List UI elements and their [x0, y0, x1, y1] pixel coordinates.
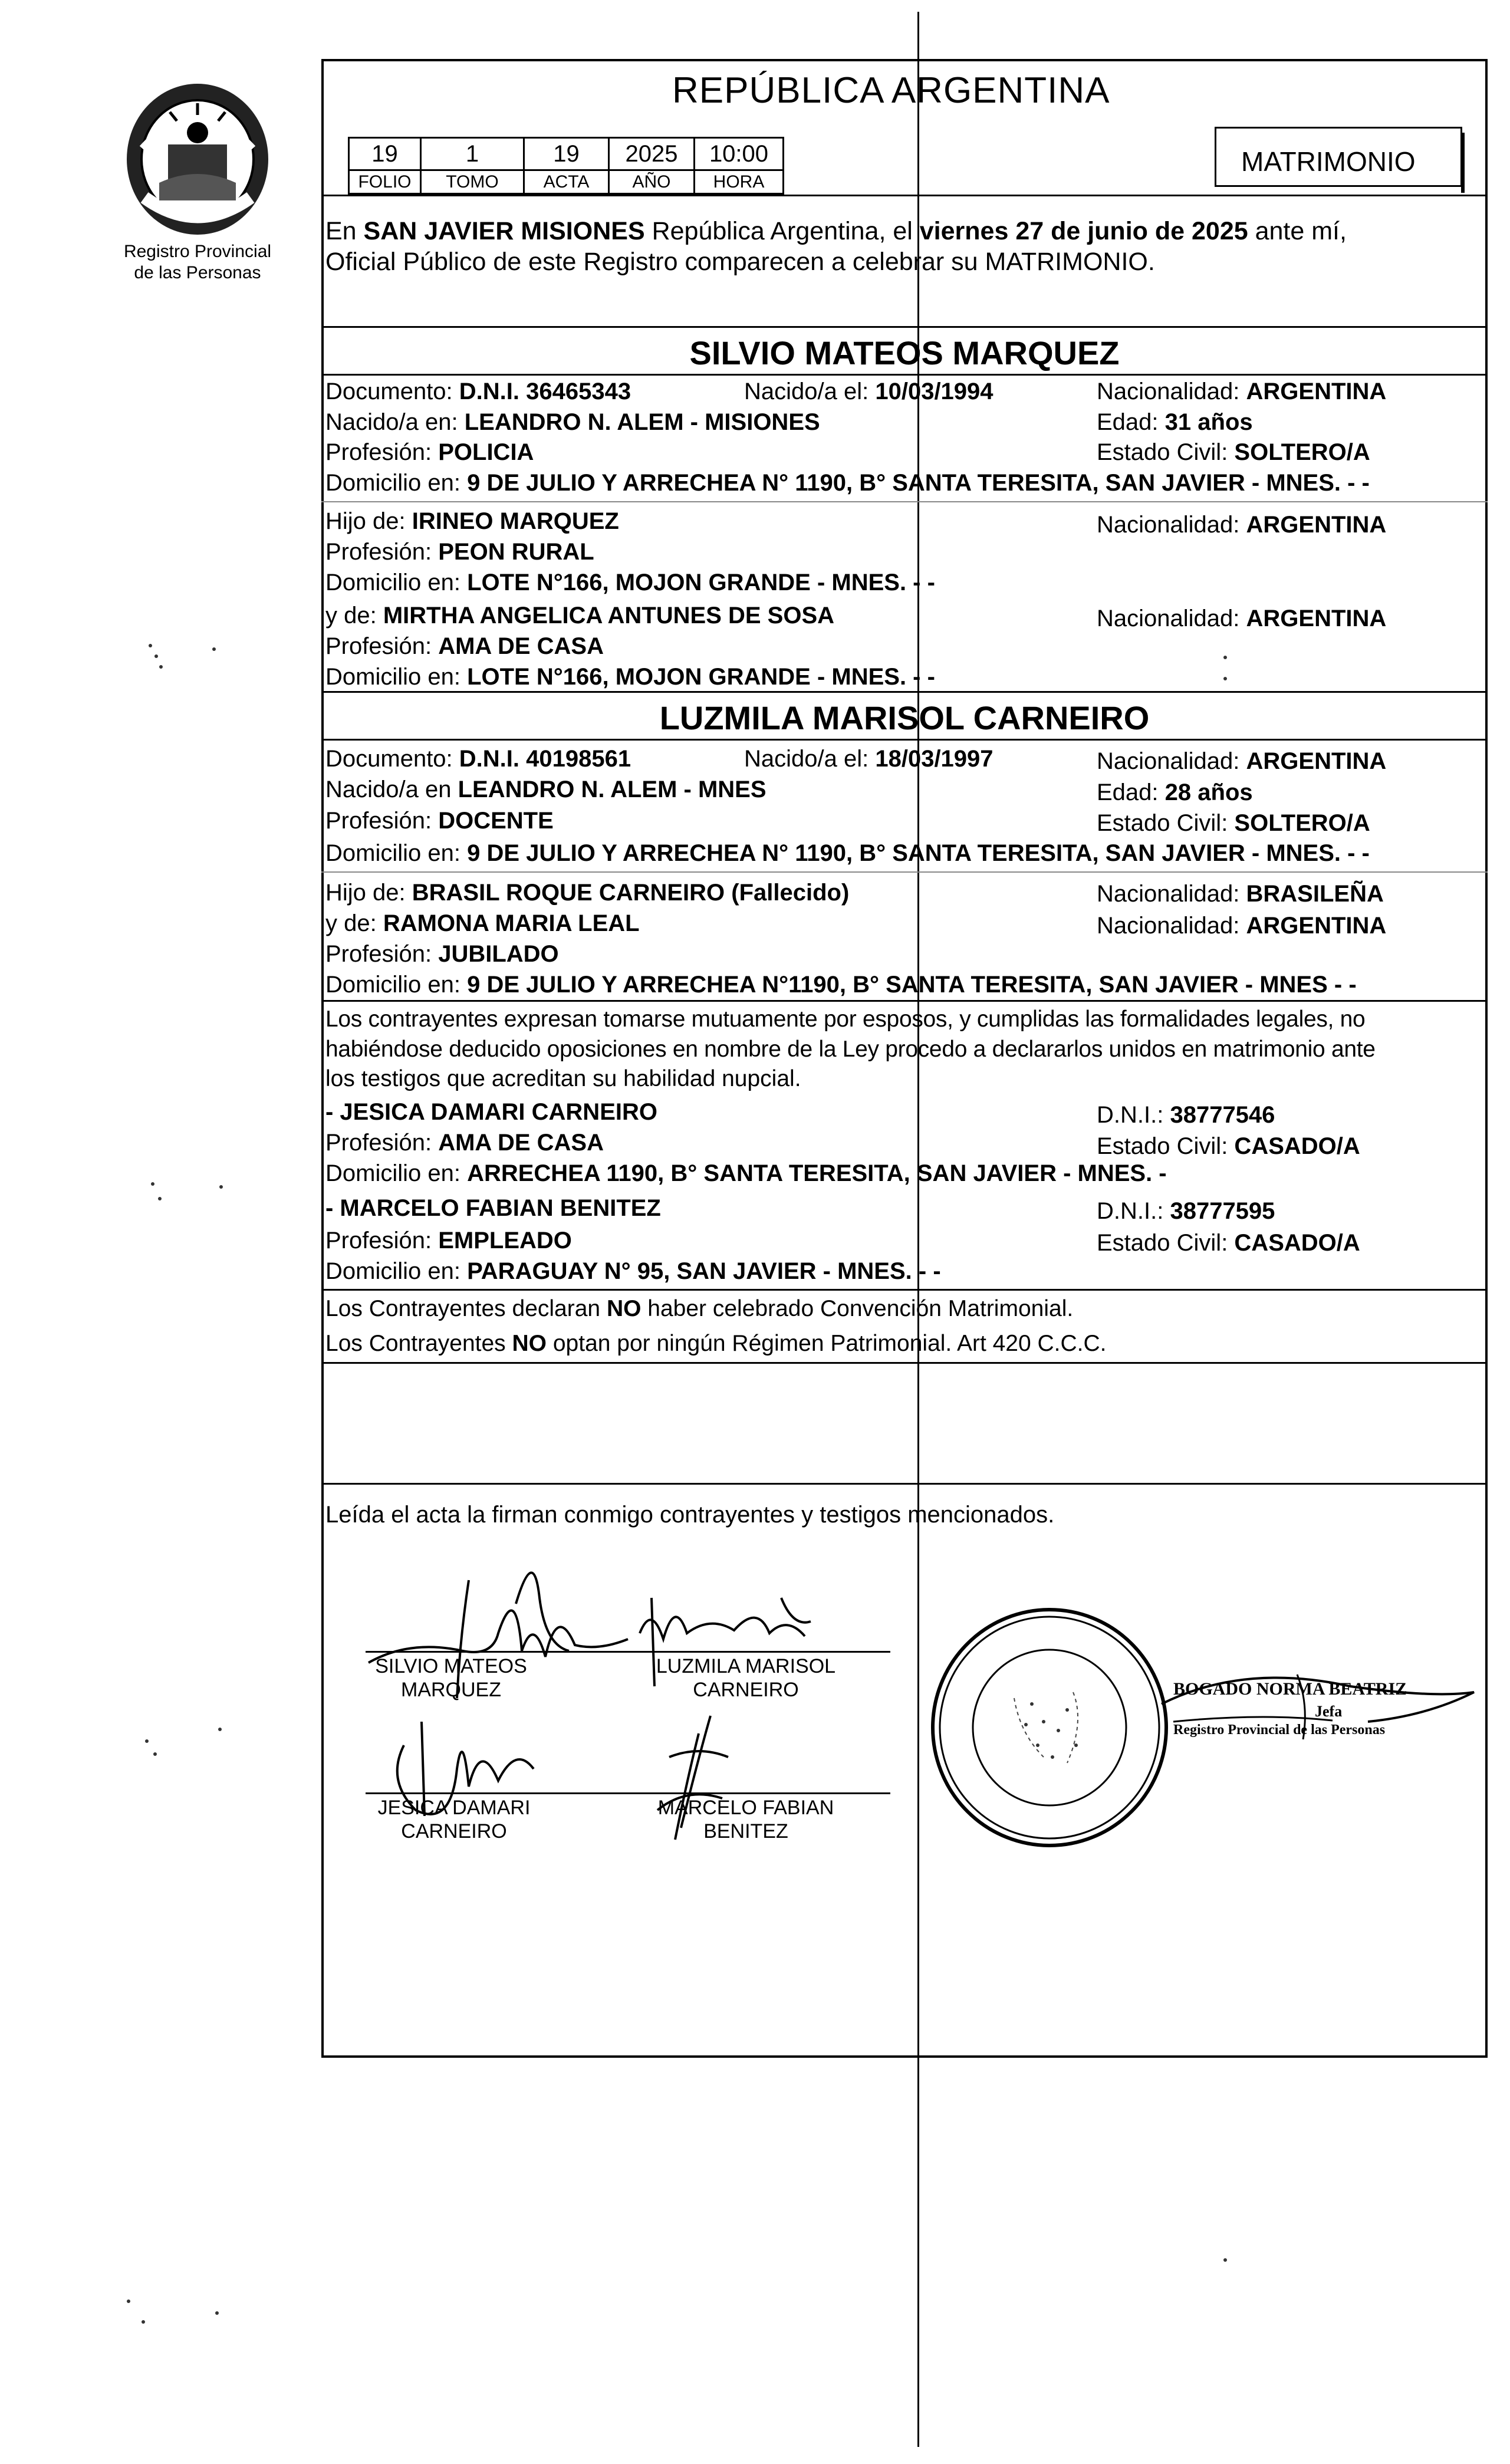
emphasis: NO: [512, 1331, 547, 1356]
label: Estado Civil:: [1097, 810, 1235, 836]
value: 9 DE JULIO Y ARRECHEA N° 1190, B° SANTA TERESITA, SAN JAVIER - MNES. - -: [467, 470, 1370, 496]
spouse2-prof: [325, 807, 554, 835]
label: Edad:: [1097, 409, 1165, 435]
witness1-civil: [1097, 1132, 1360, 1160]
convention-note: [325, 1295, 1073, 1323]
regime-note: [325, 1330, 1107, 1358]
declaration-line1: Los contrayentes expresan tomarse mutuamente por esposos, y cumplidas las formalidades legales, no: [325, 1006, 1366, 1032]
rule-spouse1-name: [321, 374, 1488, 376]
speck: [1223, 2258, 1227, 2262]
speck: [212, 647, 216, 651]
signature-caption-luzmila-1: LUZMILA MARISOL: [656, 1655, 836, 1677]
hora-label: HORA: [693, 171, 784, 195]
spouse1-mother-nat: [1097, 604, 1386, 633]
label: Profesión:: [325, 1228, 439, 1254]
emphasis: NO: [606, 1296, 641, 1321]
label: Edad:: [1097, 779, 1165, 805]
value: IRINEO MARQUEZ: [412, 508, 619, 534]
label: Domicilio en:: [325, 972, 468, 998]
signature-caption-jesica-1: JESICA DAMARI: [377, 1797, 531, 1819]
value: ARGENTINA: [1246, 748, 1387, 774]
spouse1-father: [325, 507, 619, 535]
witness1-name: - JESICA DAMARI CARNEIRO: [325, 1099, 657, 1125]
acta-label: ACTA: [523, 171, 610, 195]
spouse2-parent-addr: [325, 971, 1357, 999]
signature-line-marcelo: [625, 1792, 890, 1794]
label: Nacionalidad:: [1097, 748, 1246, 774]
spouse1-mother-addr: [325, 663, 935, 691]
intro-text-b: República Argentina, el: [644, 217, 920, 245]
value: 31 años: [1164, 409, 1253, 435]
rule-spouse2-parents: [321, 871, 1488, 873]
speck: [158, 1197, 162, 1200]
signature-caption-luzmila-2: CARNEIRO: [693, 1679, 799, 1701]
value: 38777595: [1170, 1198, 1275, 1224]
value: EMPLEADO: [438, 1228, 572, 1254]
rule-notes-end: [321, 1362, 1488, 1364]
spouse2-age: [1097, 778, 1253, 807]
value: 18/03/1997: [875, 746, 993, 772]
signature-line-luzmila: [625, 1651, 890, 1653]
spouse1-mother: [325, 601, 834, 630]
label: Profesión:: [325, 1130, 439, 1156]
spouse2-bornin: [325, 775, 766, 804]
spouse2-mother-nat: [1097, 912, 1386, 940]
spouse2-father-nat: [1097, 880, 1384, 908]
label: Domicilio en:: [325, 1258, 468, 1284]
official-seal-inner-text: [1002, 1680, 1097, 1775]
value: BRASILEÑA: [1246, 881, 1384, 907]
witness1-addr: [325, 1159, 1167, 1187]
rule-before-spouse2: [321, 691, 1488, 693]
value: CASADO/A: [1234, 1133, 1360, 1159]
value: SOLTERO/A: [1234, 810, 1370, 836]
value: ARGENTINA: [1246, 379, 1387, 404]
value: RAMONA MARIA LEAL: [383, 910, 640, 936]
act-type-box-shadow-right: [1461, 133, 1465, 193]
spouse2-parent-prof: [325, 940, 559, 968]
signature-caption-marcelo-2: BENITEZ: [703, 1820, 788, 1843]
text: optan por ningún Régimen Patrimonial. Art 420 C.C.C.: [547, 1331, 1107, 1356]
value: DOCENTE: [438, 808, 554, 834]
speck: [215, 2311, 219, 2315]
label: Domicilio en:: [325, 664, 468, 690]
spouse2-mother: [325, 909, 640, 937]
speck: [149, 644, 152, 647]
speck: [151, 1182, 154, 1186]
spouse1-name: SILVIO MATEOS MARQUEZ: [689, 334, 1120, 371]
speck: [154, 654, 158, 658]
text: Los Contrayentes: [325, 1331, 512, 1356]
spouse1-born: [744, 377, 993, 406]
witness2-civil: [1097, 1229, 1360, 1257]
label: D.N.I.:: [1097, 1102, 1170, 1128]
speck: [142, 2320, 145, 2324]
header-rule: [321, 195, 1488, 196]
spouse1-nat: [1097, 377, 1386, 406]
rule-before-declaration: [321, 1000, 1488, 1002]
tomo-value: 1: [420, 137, 525, 171]
label: Documento:: [325, 379, 459, 404]
declaration-line2: habiéndose deducido oposiciones en nombre de la Ley procedo a declararlos unidos en matrimonio ante: [325, 1037, 1376, 1062]
label: Profesión:: [325, 808, 439, 834]
value: SOLTERO/A: [1234, 439, 1370, 465]
registry-org-line2: de las Personas: [134, 263, 261, 282]
spouse1-civil: [1097, 438, 1370, 466]
witness2-prof: [325, 1226, 572, 1255]
spouse2-father: [325, 879, 849, 907]
witness1-dni: [1097, 1101, 1275, 1129]
closing-statement: Leída el acta la firman conmigo contrayentes y testigos mencionados.: [325, 1502, 1055, 1528]
label: Domicilio en:: [325, 570, 468, 596]
country-title: REPÚBLICA ARGENTINA: [672, 70, 1110, 111]
label: Domicilio en:: [325, 1160, 468, 1186]
label: Nacido/a en:: [325, 409, 465, 435]
speck: [145, 1739, 149, 1743]
intro-line2: Oficial Público de este Registro comparecen a celebrar su MATRIMONIO.: [325, 248, 1155, 276]
speck: [159, 665, 163, 669]
spouse2-civil: [1097, 809, 1370, 837]
value: PEON RURAL: [438, 539, 594, 565]
intro-place: SAN JAVIER MISIONES: [363, 217, 645, 245]
witness1-prof: [325, 1129, 604, 1157]
value: 9 DE JULIO Y ARRECHEA N°1190, B° SANTA TERESITA, SAN JAVIER - MNES - -: [467, 972, 1357, 998]
label: Estado Civil:: [1097, 1133, 1235, 1159]
text: Los Contrayentes declaran: [325, 1296, 607, 1321]
speck: [219, 1185, 223, 1189]
label: Nacionalidad:: [1097, 913, 1246, 939]
signature-caption-silvio-1: SILVIO MATEOS: [375, 1655, 527, 1677]
value: JUBILADO: [438, 941, 559, 967]
value: AMA DE CASA: [438, 1130, 604, 1156]
signature-caption-marcelo-1: MARCELO FABIAN: [657, 1797, 834, 1819]
spouse1-age: [1097, 408, 1253, 436]
officer-signature-strokes: [1156, 1651, 1486, 1757]
value: AMA DE CASA: [438, 633, 604, 659]
folio-value: 19: [348, 137, 422, 171]
label: Hijo de:: [325, 880, 412, 906]
rule-spouse1-parents: [321, 501, 1488, 502]
rule-before-notes: [321, 1289, 1488, 1291]
label: Estado Civil:: [1097, 1230, 1235, 1256]
anio-value: 2025: [608, 137, 695, 171]
registry-org-line1: Registro Provincial: [123, 242, 272, 261]
value: LOTE N°166, MOJON GRANDE - MNES. - -: [467, 570, 935, 596]
hora-value: 10:00: [693, 137, 784, 171]
speck: [1223, 656, 1227, 659]
spouse1-father-addr: [325, 568, 935, 597]
acta-value: 19: [523, 137, 610, 171]
signature-line-jesica: [366, 1792, 625, 1794]
signature-line-silvio: [366, 1651, 625, 1653]
label: Domicilio en:: [325, 840, 468, 866]
rule-before-closing: [321, 1483, 1488, 1485]
speck: [218, 1728, 222, 1731]
label: Nacionalidad:: [1097, 881, 1246, 907]
value: CASADO/A: [1234, 1230, 1360, 1256]
declaration-line3: los testigos que acreditan su habilidad nupcial.: [325, 1066, 801, 1091]
value: D.N.I. 36465343: [459, 379, 631, 404]
spouse1-addr: [325, 469, 1370, 497]
act-type: MATRIMONIO: [1241, 146, 1416, 177]
spouse2-addr: [325, 839, 1370, 867]
label: Profesión:: [325, 633, 439, 659]
signature-caption-silvio-2: MARQUEZ: [401, 1679, 501, 1701]
spouse1-mother-prof: [325, 632, 604, 660]
value: LOTE N°166, MOJON GRANDE - MNES. - -: [467, 664, 935, 690]
label: y de:: [325, 603, 383, 629]
spouse2-born: [744, 745, 993, 773]
speck: [1223, 677, 1227, 680]
value: LEANDRO N. ALEM - MISIONES: [464, 409, 820, 435]
value: MIRTHA ANGELICA ANTUNES DE SOSA: [383, 603, 835, 629]
label: Hijo de:: [325, 508, 412, 534]
value: ARGENTINA: [1246, 913, 1387, 939]
spouse2-name: LUZMILA MARISOL CARNEIRO: [659, 699, 1150, 736]
witness2-name: - MARCELO FABIAN BENITEZ: [325, 1195, 661, 1221]
value: ARGENTINA: [1246, 512, 1387, 538]
value: ARGENTINA: [1246, 606, 1387, 631]
logo-seal-text: [118, 80, 277, 239]
spouse1-bornin: [325, 408, 820, 436]
label: Nacionalidad:: [1097, 512, 1246, 538]
spouse1-father-nat: [1097, 511, 1386, 539]
tomo-label: TOMO: [420, 171, 525, 195]
speck: [153, 1752, 157, 1756]
value: 10/03/1994: [875, 379, 993, 404]
value: 9 DE JULIO Y ARRECHEA N° 1190, B° SANTA TERESITA, SAN JAVIER - MNES. - -: [467, 840, 1370, 866]
anio-label: AÑO: [608, 171, 695, 195]
value: D.N.I. 40198561: [459, 746, 631, 772]
text: haber celebrado Convención Matrimonial.: [641, 1296, 1074, 1321]
label: Nacionalidad:: [1097, 379, 1246, 404]
value: POLICIA: [438, 439, 534, 465]
label: Profesión:: [325, 941, 439, 967]
label: Profesión:: [325, 439, 439, 465]
officer-title: Jefa: [1315, 1703, 1343, 1720]
label: D.N.I.:: [1097, 1198, 1170, 1224]
officer-org: Registro Provincial de las Personas: [1173, 1722, 1386, 1738]
label: Estado Civil:: [1097, 439, 1235, 465]
speck: [127, 2299, 130, 2303]
intro-text-a: En: [325, 217, 364, 245]
value: ARRECHEA 1190, B° SANTA TERESITA, SAN JAVIER - MNES. -: [467, 1160, 1167, 1186]
intro-date: viernes 27 de junio de 2025: [919, 217, 1248, 245]
label: Profesión:: [325, 539, 439, 565]
spouse1-doc: [325, 377, 631, 406]
value: 38777546: [1170, 1102, 1275, 1128]
label: Nacionalidad:: [1097, 606, 1246, 631]
folio-label: FOLIO: [348, 171, 422, 195]
rule-spouse2-name: [321, 739, 1488, 741]
value: 28 años: [1164, 779, 1253, 805]
witness2-addr: [325, 1257, 941, 1285]
intro-line1: [325, 217, 1347, 245]
label: Nacido/a el:: [744, 379, 876, 404]
spouse1-prof: [325, 438, 534, 466]
spouse1-father-prof: [325, 538, 594, 566]
intro-text-c: ante mí,: [1248, 217, 1347, 245]
witness2-dni: [1097, 1197, 1275, 1225]
value: PARAGUAY N° 95, SAN JAVIER - MNES. - -: [467, 1258, 941, 1284]
spouse2-nat: [1097, 747, 1386, 775]
label: Nacido/a en: [325, 777, 458, 802]
value: LEANDRO N. ALEM - MNES: [458, 777, 766, 802]
officer-name: BOGADO NORMA BEATRIZ: [1173, 1679, 1407, 1699]
spouse2-doc: [325, 745, 631, 773]
label: Domicilio en:: [325, 470, 468, 496]
label: Nacido/a el:: [744, 746, 876, 772]
signature-caption-jesica-2: CARNEIRO: [401, 1820, 507, 1843]
label: y de:: [325, 910, 383, 936]
label: Documento:: [325, 746, 459, 772]
rule-before-spouse1: [321, 326, 1488, 328]
value: BRASIL ROQUE CARNEIRO (Fallecido): [412, 880, 850, 906]
